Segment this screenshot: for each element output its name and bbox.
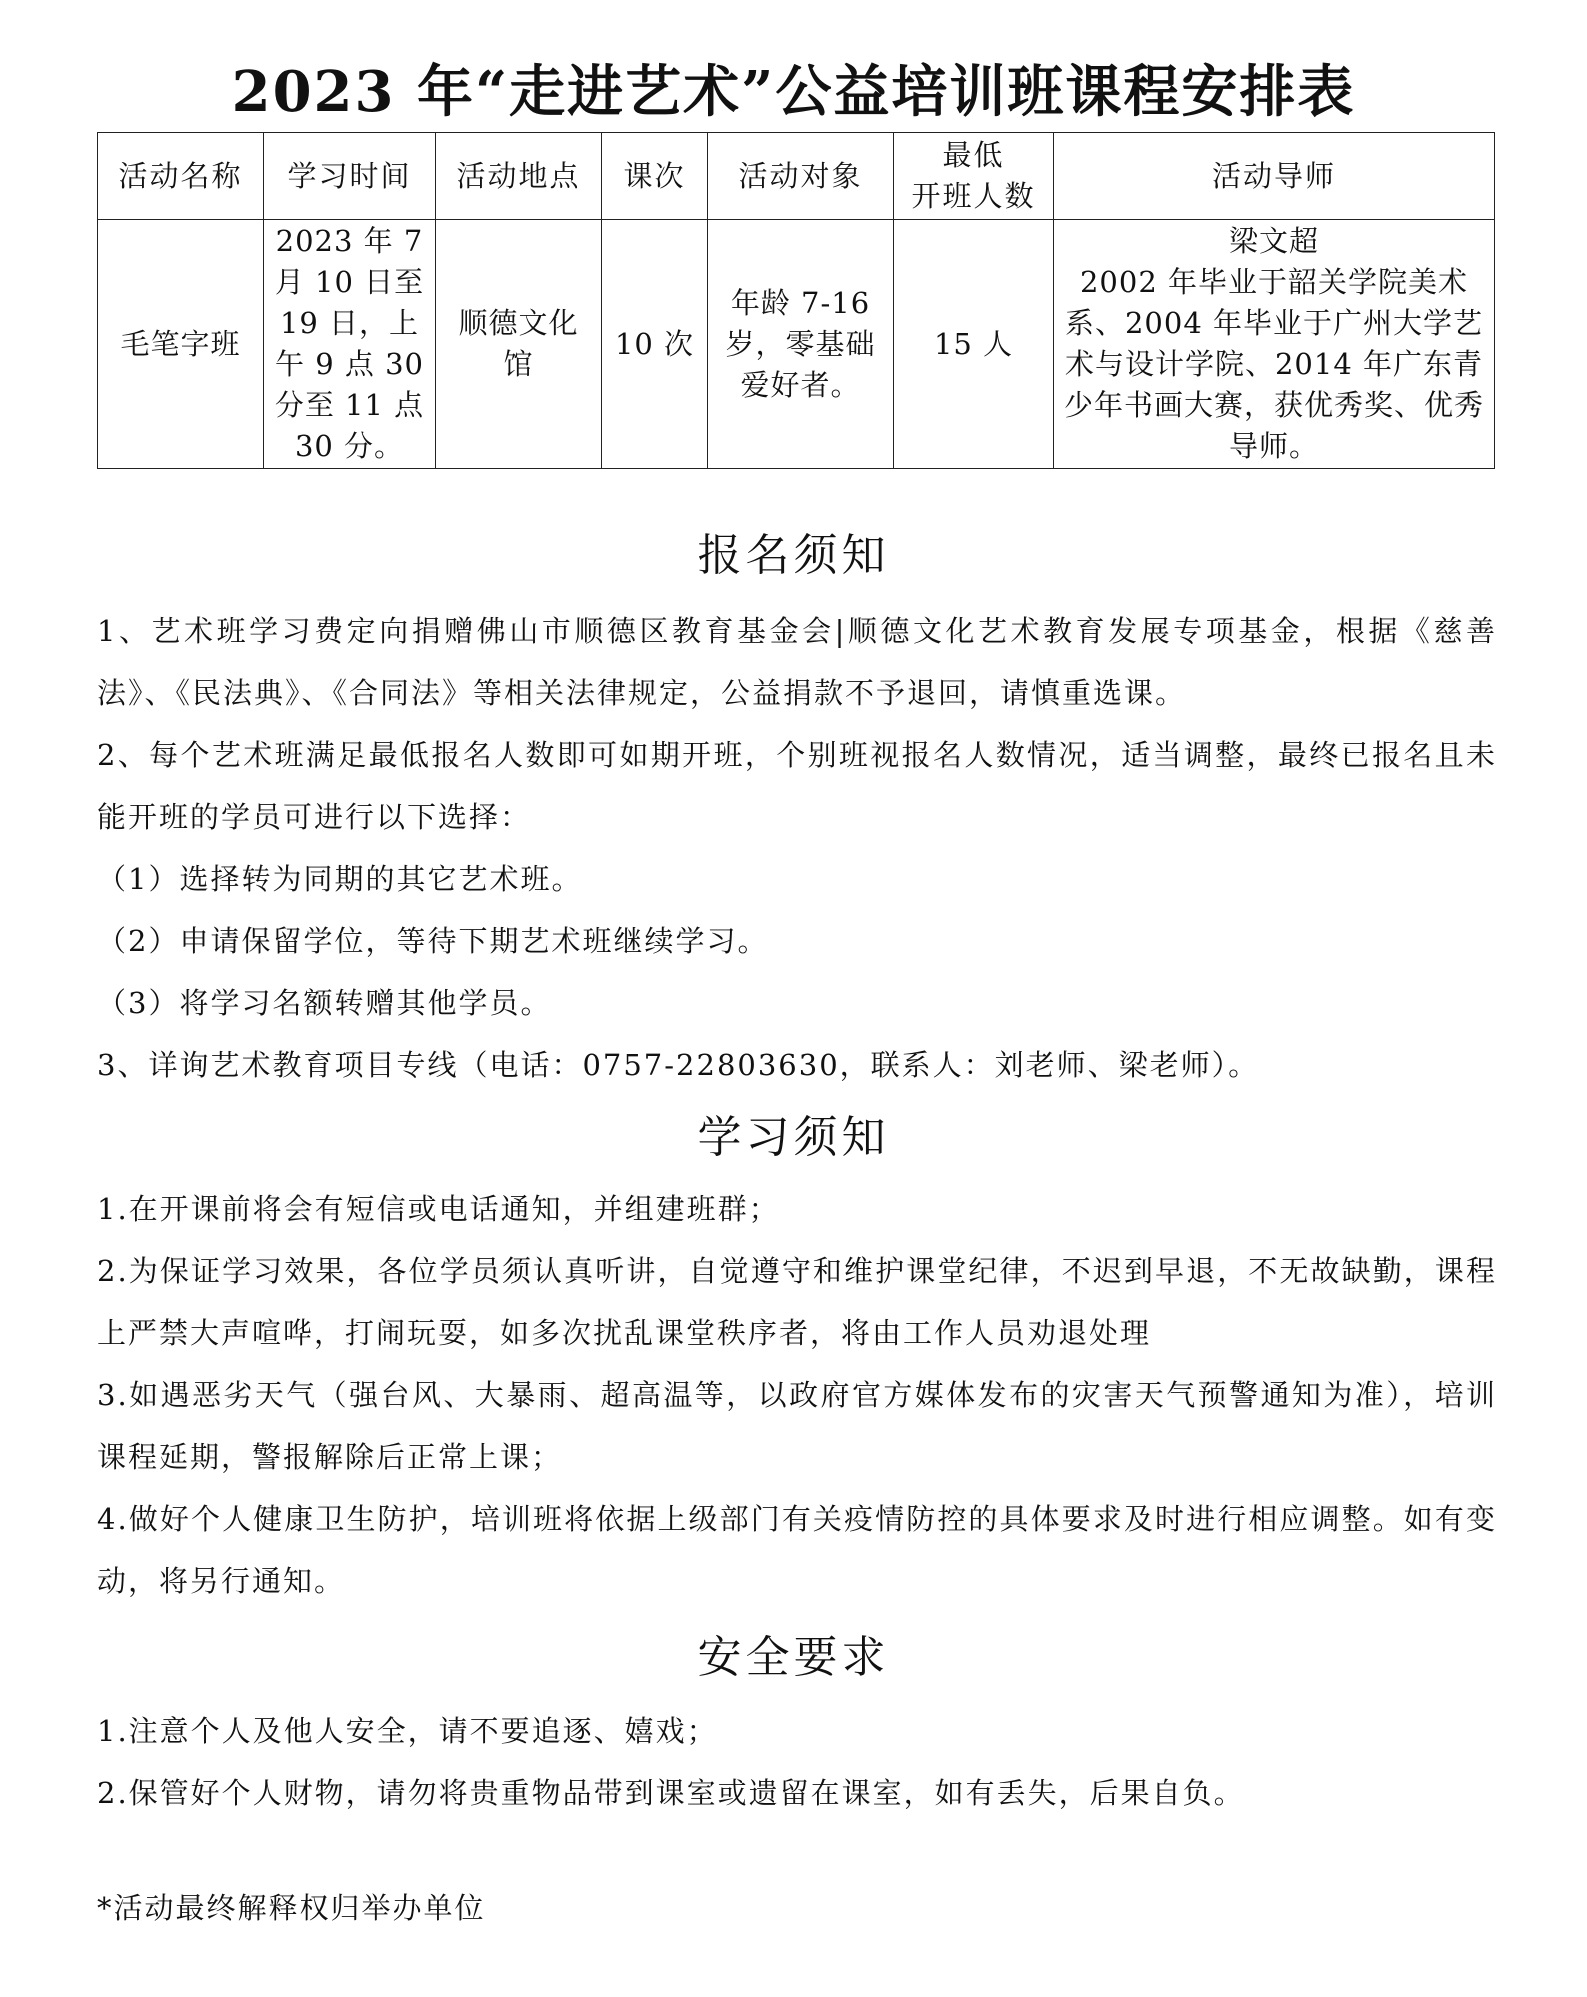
table-row: [98, 220, 1495, 469]
cell-min-class-size: 15 人: [894, 220, 1054, 469]
registration-item: （3）将学习名额转赠其他学员。: [97, 986, 552, 1020]
header-min-line2: 开班人数: [911, 179, 1036, 213]
header-min-class-size: [894, 133, 1054, 220]
safety-heading: 安全要求: [697, 1632, 890, 1683]
registration-item: （2）申请保留学位，等待下期艺术班继续学习。: [97, 924, 769, 958]
cell-location: 顺德文化馆: [436, 220, 602, 469]
table-header-row: [98, 133, 1495, 220]
registration-item: （1）选择转为同期的其它艺术班。: [97, 862, 583, 896]
study-item: 2.为保证学习效果，各位学员须认真听讲，自觉遵守和维护课堂纪律，不迟到早退，不无故缺勤，课程上严禁大声喧哗，打闹玩耍，如多次扰乱课堂秩序者，将由工作人员劝退处理: [97, 1254, 1497, 1350]
study-notes: [97, 1178, 1497, 1612]
registration-item: 1、艺术班学习费定向捐赠佛山市顺德区教育基金会|顺德文化艺术教育发展专项基金，根据《慈善法》、《民法典》、《合同法》等相关法律规定，公益捐款不予退回，请慎重选课。: [97, 614, 1497, 710]
cell-target-audience: 年龄 7-16 岁，零基础爱好者。: [708, 220, 894, 469]
study-heading: 学习须知: [697, 1112, 890, 1163]
header-min-line1: 最低: [942, 138, 1005, 172]
registration-item: 3、详询艺术教育项目专线（电话：0757-22803630，联系人：刘老师、梁老师）。: [97, 1048, 1260, 1082]
registration-item: 2、每个艺术班满足最低报名人数即可如期开班，个别班视报名人数情况，适当调整，最终已报名且未能开班的学员可进行以下选择：: [97, 738, 1497, 834]
header-activity-name: 活动名称: [98, 133, 264, 220]
cell-sessions: 10 次: [602, 220, 708, 469]
header-target-audience: 活动对象: [708, 133, 894, 220]
footnote: *活动最终解释权归举办单位: [97, 1891, 486, 1925]
course-schedule-table: [97, 132, 1495, 469]
registration-heading: 报名须知: [697, 530, 890, 581]
study-item: 4.做好个人健康卫生防护，培训班将依据上级部门有关疫情防控的具体要求及时进行相应调整。如有变动，将另行通知。: [97, 1502, 1497, 1598]
safety-notes: [97, 1700, 1497, 1824]
mentor-bio: 2002 年毕业于韶关学院美术系、2004 年毕业于广州大学艺术与设计学院、2014 年广东青少年书画大赛，获优秀奖、优秀导师。: [1063, 265, 1484, 463]
study-item: 1.在开课前将会有短信或电话通知，并组建班群；: [97, 1192, 780, 1226]
cell-mentor: [1054, 220, 1495, 469]
document-title: 2023 年“走进艺术”公益培训班课程安排表: [231, 59, 1356, 125]
registration-notes: [97, 600, 1497, 1096]
safety-item: 2.保管好个人财物，请勿将贵重物品带到课室或遗留在课室，如有丢失，后果自负。: [97, 1776, 1245, 1810]
safety-item: 1.注意个人及他人安全，请不要追逐、嬉戏；: [97, 1714, 718, 1748]
cell-activity-name: 毛笔字班: [98, 220, 264, 469]
header-study-time: 学习时间: [264, 133, 436, 220]
cell-study-time: 2023 年 7 月 10 日至 19 日，上午 9 点 30 分至 11 点 30 分。: [264, 220, 436, 469]
study-item: 3.如遇恶劣天气（强台风、大暴雨、超高温等，以政府官方媒体发布的灾害天气预警通知为准），培训课程延期，警报解除后正常上课；: [97, 1378, 1497, 1474]
header-sessions: 课次: [602, 133, 708, 220]
mentor-name: 梁文超: [1228, 224, 1319, 258]
header-mentor: 活动导师: [1054, 133, 1495, 220]
header-location: 活动地点: [436, 133, 602, 220]
